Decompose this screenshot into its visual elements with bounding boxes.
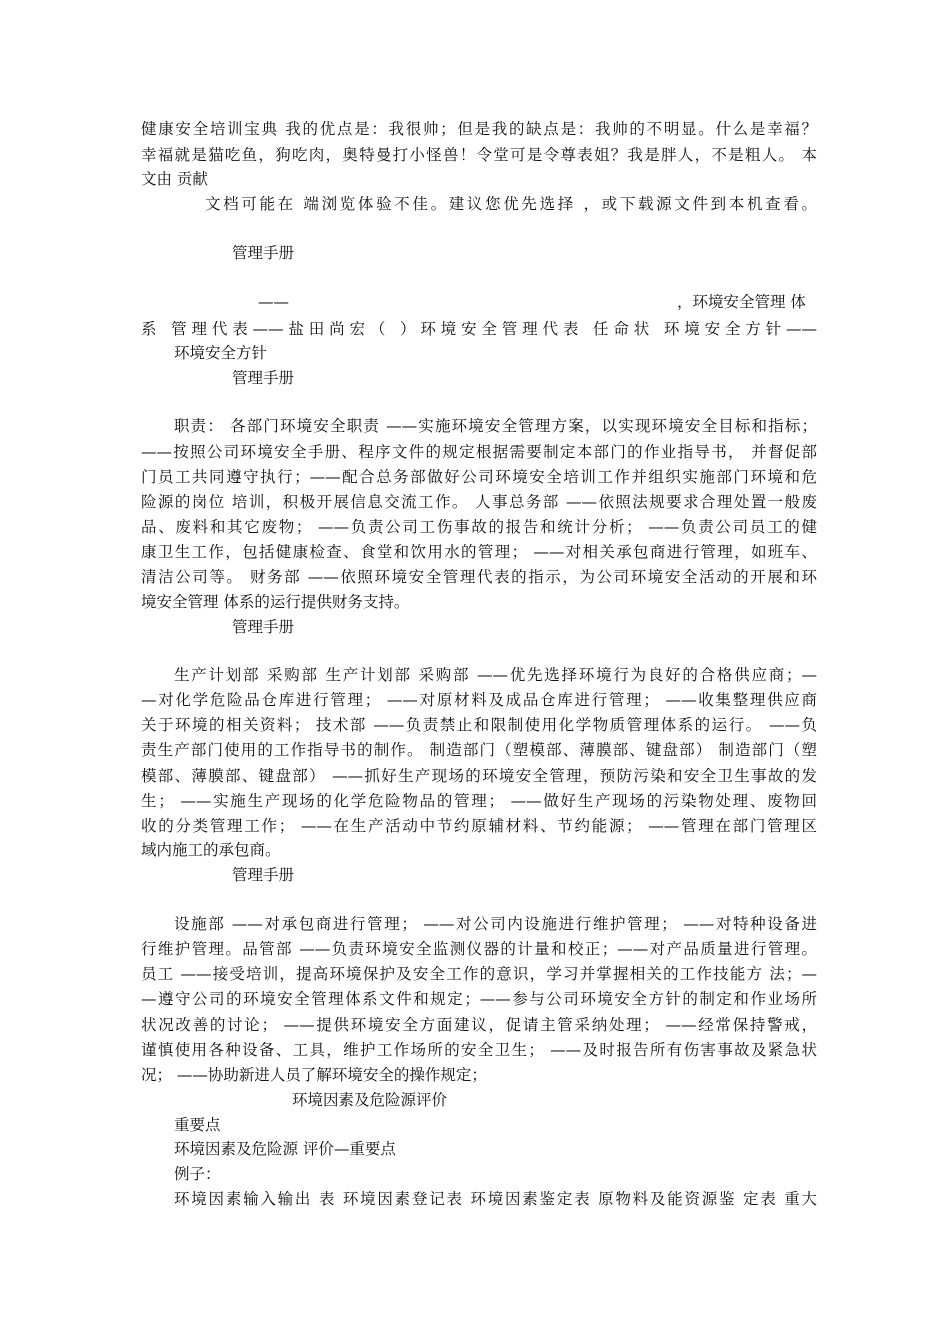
paragraph-line: 关于环境的相关资料； 技术部 ——负责禁止和限制使用化学物质管理体系的运行。 ——负	[141, 716, 817, 734]
section1-line-3: 环境安全方针	[174, 344, 268, 362]
paragraph-line: 康卫生工作，包括健康检查、食堂和饮用水的管理； ——对相关承包商进行管理，如班车、	[141, 543, 817, 561]
paragraph-line: 生产计划部 采购部 生产计划部 采购部 ——优先选择环境行为良好的合格供应商；—	[174, 666, 817, 684]
section1-line-2: 系 管理代表——盐田尚宏（ ）环境安全管理代表 任命状 环境安全方针——	[141, 320, 817, 338]
paragraph-line: 状况改善的讨论； ——提供环境安全方面建议，促请主管采纳处理； ——经常保持警戒，	[141, 1016, 817, 1034]
right-text: ，环境安全管理 体	[677, 293, 806, 311]
paragraph-line: 员工 ——接受培训，提高环境保护及安全工作的意识，学习并掌握相关的工作技能方 法；—	[141, 965, 817, 983]
paragraph-line: 谨慎使用各种设备、工具，维护工作场所的安全卫生； ——及时报告所有伤害事故及紧急状	[141, 1041, 817, 1059]
list-item: 环境因素及危险源 评价—重要点	[174, 1140, 396, 1158]
paragraph-line: 生； ——实施生产现场的化学危险物品的管理； ——做好生产现场的污染物处理、废物回	[141, 792, 817, 810]
section-heading: 管理手册	[232, 369, 295, 387]
paragraph-line: —对化学危险品仓库进行管理； ——对原材料及成品仓库进行管理； ——收集整理供应商	[141, 691, 817, 709]
paragraph-line: 况； ——协助新进人员了解环境安全的操作规定；	[141, 1066, 487, 1084]
list-item: 例子：	[174, 1165, 221, 1183]
paragraph-line: 收的分类管理工作； ——在生产活动中节约原辅材料、节约能源； ——管理在部门管理区	[141, 817, 817, 835]
paragraph-line: 域内施工的承包商。	[141, 841, 281, 859]
list-item: 环境因素输入输出 表 环境因素登记表 环境因素鉴定表 原物料及能资源鉴 定表 重大	[174, 1190, 817, 1208]
section-heading: 管理手册	[232, 618, 295, 636]
paragraph-line: 行维护管理。品管部 ——负责环境安全监测仪器的计量和校正；——对产品质量进行管理。	[141, 940, 817, 958]
paragraph-line: 职责： 各部门环境安全职责 ——实施环境安全管理方案，以实现环境安全目标和指标；	[174, 417, 817, 435]
section-heading: 环境因素及危险源评价	[292, 1091, 448, 1109]
paragraph-line: 设施部 ——对承包商进行管理； ——对公司内设施进行维护管理； ——对特种设备进	[174, 915, 817, 933]
intro-line-4: 文档可能在 端浏览体验不佳。建议您优先选择 ，或下载源文件到本机查看。	[205, 195, 817, 213]
paragraph-line: 责生产部门使用的工作指导书的制作。 制造部门（塑模部、薄膜部、键盘部） 制造部门（塑	[141, 741, 817, 759]
section-heading: 管理手册	[232, 866, 295, 884]
dash-text: ——	[258, 293, 289, 311]
intro-line-1: 健康安全培训宝典 我的优点是：我很帅；但是我的缺点是：我帅的不明显。什么是幸福？	[141, 120, 817, 138]
intro-line-3: 文由 贡献	[141, 170, 208, 188]
paragraph-line: 清洁公司等。 财务部 ——依照环境安全管理代表的指示，为公司环境安全活动的开展和环	[141, 568, 817, 586]
paragraph-line: 模部、薄膜部、键盘部） ——抓好生产现场的环境安全管理，预防污染和安全卫生事故的发	[141, 767, 817, 785]
paragraph-line: —遵守公司的环境安全管理体系文件和规定；——参与公司环境安全方针的制定和作业场所	[141, 990, 817, 1008]
section-heading: 管理手册	[232, 244, 295, 262]
intro-line-2: 幸福就是猫吃鱼，狗吃肉，奥特曼打小怪兽！令堂可是令尊表姐？我是胖人，不是粗人。 本	[141, 146, 817, 164]
paragraph-line: 境安全管理 体系的运行提供财务支持。	[141, 593, 410, 611]
paragraph-line: ——按照公司环境安全手册、程序文件的规定根据需要制定本部门的作业指导书， 并督促部	[141, 443, 817, 461]
paragraph-line: 门员工共同遵守执行；——配合总务部做好公司环境安全培训工作并组织实施部门环境和危	[141, 468, 817, 486]
list-item: 重要点	[174, 1116, 221, 1134]
paragraph-line: 险源的岗位 培训，积极开展信息交流工作。 人事总务部 ——依照法规要求合理处置一般废	[141, 493, 817, 511]
paragraph-line: 品、废料和其它废物； ——负责公司工伤事故的报告和统计分析； ——负责公司员工的健	[141, 518, 817, 536]
